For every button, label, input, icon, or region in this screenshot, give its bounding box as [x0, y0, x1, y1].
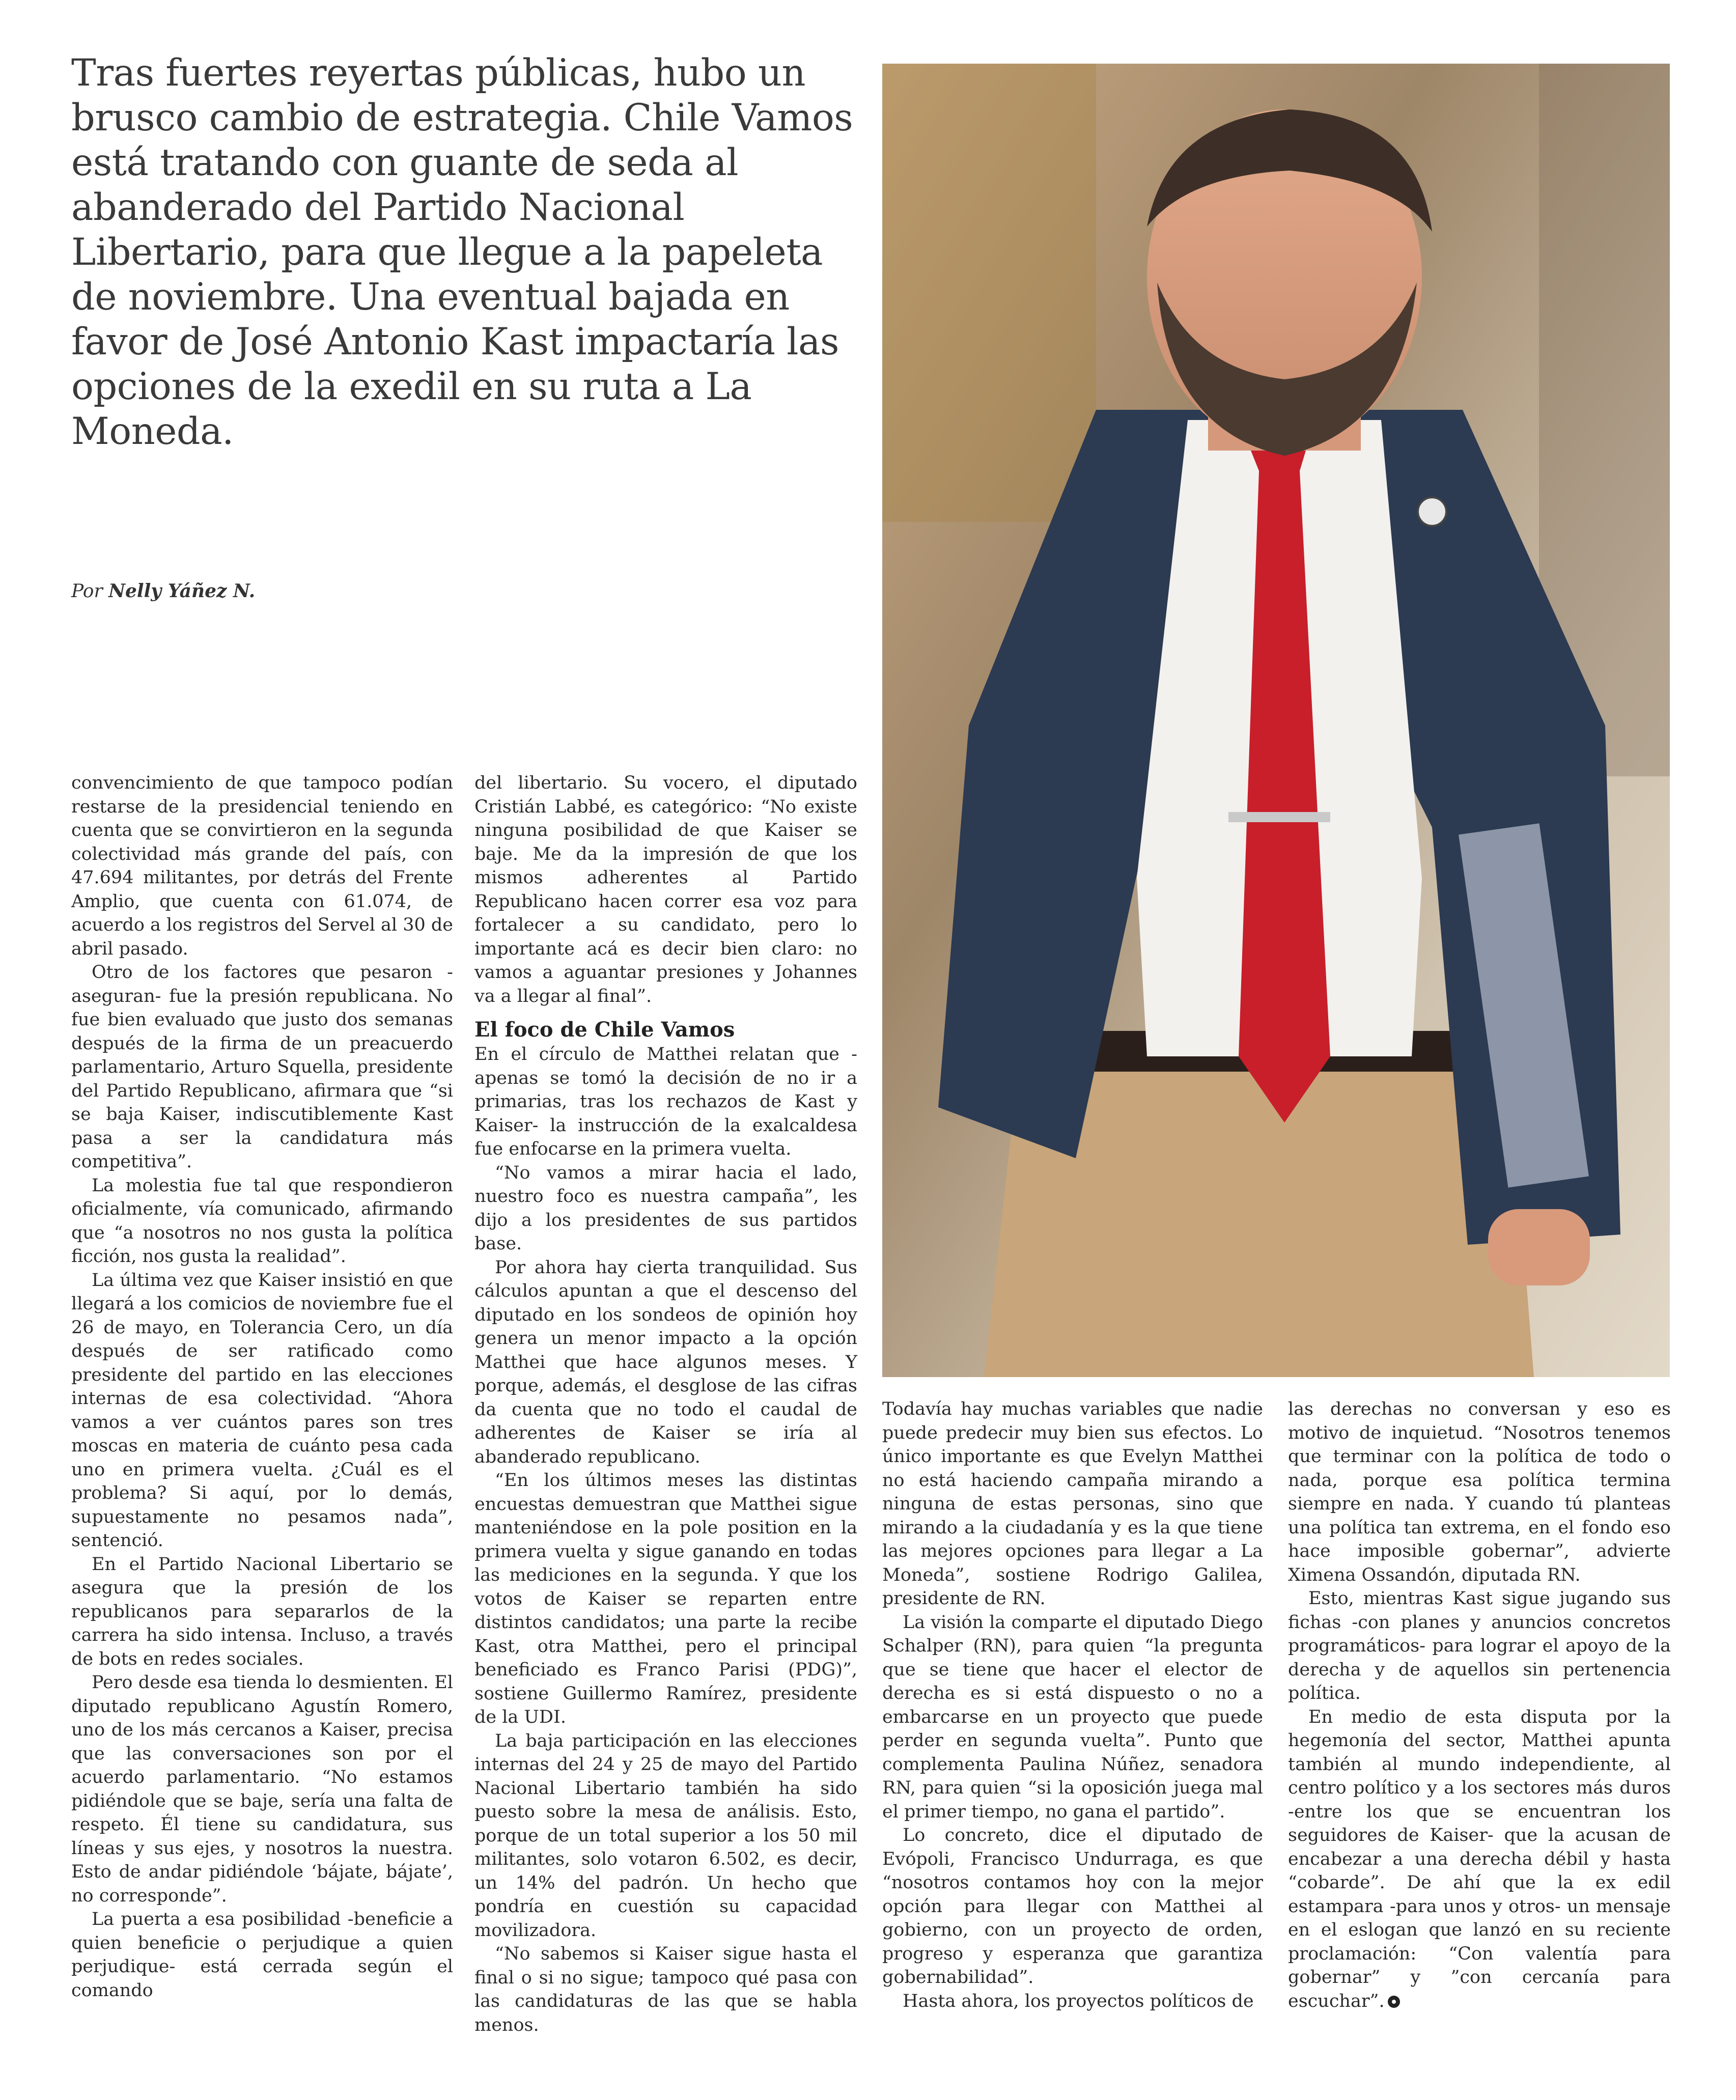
paragraph: La visión la comparte el diputado Diego Schalper (RN), para quien “la pregunta que se tiene que hacer el elector de derecha es si está dispuesto o no a embarcarse en un proyecto que puede perder en segunda vuelta”. Punto que complementa Paulina Núñez, senadora RN, para quien “si la oposición juega mal el primer tiempo, no gana el partido”.	[882, 1612, 1263, 1822]
paragraph: Otro de los factores que pesaron -aseguran- fue la presión republicana. No fue bien evaluado que justo dos semanas después de la firma de un preacuerdo parlamentario, Arturo Squella, presidente del Partido Republicano, afirmara que “si se baja Kaiser, indiscutiblemente Kast pasa a ser la candidatura más competitiva”.	[71, 962, 453, 1172]
paragraph: Todavía hay muchas variables que nadie puede predecir muy bien sus efectos. Lo único importante es que Evelyn Matthei no está haciendo campaña mirando a ninguna de estas personas, sino que mirando a la ciudadanía y es la que tiene las mejores opciones para llegar a La Moneda”, sostiene Rodrigo Galilea, presidente de RN.	[882, 1399, 1263, 1609]
byline	[71, 580, 255, 602]
paragraph: Hasta ahora, los proyectos políticos de	[903, 1991, 1254, 2011]
paragraph: Lo concreto, dice el diputado de Evópoli, Francisco Undurraga, es que “nosotros contamos hoy con la mejor opción para llegar con Matthei al gobierno, con un proyecto de orden, progreso y esperanza que garantiza gobernabilidad”.	[882, 1825, 1263, 1987]
paragraph: “No sabemos si Kaiser sigue hasta el final o si no sigue; tampoco qué pasa con las candidaturas de las que se habla menos.	[474, 1944, 857, 2035]
paragraph	[1288, 1705, 1671, 2013]
paragraph: La molestia fue tal que respondieron oficialmente, vía comunicado, afirmando que “a nosotros no nos gusta la política ficción, nos gusta la realidad”.	[71, 1175, 453, 1267]
paragraph: “No vamos a mirar hacia el lado, nuestro foco es nuestra campaña”, les dijo a los presidentes de sus partidos base.	[474, 1162, 857, 1254]
tie-clip	[1228, 812, 1330, 822]
background-foliage	[882, 64, 1096, 522]
paragraph: Por ahora hay cierta tranquilidad. Sus cálculos apuntan a que el descenso del diputado en los sondeos de opinión hoy genera un menor impacto a la opción Matthei que hace algunos meses. Y porque, además, el desglose de las cifras da cuenta que no todo el caudal de adherentes de Kaiser se iría al abanderado republicano.	[474, 1257, 857, 1467]
paragraph: Pero desde esa tienda lo desmienten. El diputado republicano Agustín Romero, uno de los más cercanos a Kaiser, precisa que las conversaciones son por el acuerdo parlamentario. “No estamos pidiéndole que se baje, sería una falta de respeto. Él tiene su candidatura, sus líneas y sus ejes, y nosotros la nuestra. Esto de andar pidiéndole ‘bájate, bájate’, no corresponde”.	[71, 1672, 453, 1906]
byline-prefix: Por	[71, 581, 103, 602]
byline-author: Nelly Yáñez N.	[108, 580, 256, 602]
column-2	[474, 771, 857, 2037]
column-1	[71, 771, 453, 2002]
article-lede: Tras fuertes reyertas públicas, hubo un brusco cambio de estrategia. Chile Vamos está tratando con guante de seda al abanderado del Partido Nacional Libertario, para que llegue a la papeleta de noviembre. Una eventual bajada en favor de José Antonio Kast impactaría las opciones de la exedil en su ruta a La Moneda.	[71, 51, 853, 453]
column-3	[882, 1397, 1263, 2013]
section-heading: El foco de Chile Vamos	[474, 1018, 735, 1042]
paragraph: convencimiento de que tampoco podían restarse de la presidencial teniendo en cuenta que se convirtieron en la segunda colectividad más grande del país, con 47.694 militantes, por detrás del Frente Amplio, que cuenta con 61.074, de acuerdo a los registros del Servel al 30 de abril pasado.	[71, 773, 453, 959]
paragraph: del libertario. Su vocero, el diputado Cristián Labbé, es categórico: “No existe ninguna posibilidad de que Kaiser se baje. Me da la impresión de que los mismos adherentes al Partido Republicano hacen correr esa voz para fortalecer a su candidato, pero lo importante acá es decir bien claro: no vamos a aguantar presiones y Johannes va a llegar al final”.	[474, 773, 857, 1006]
paragraph: La última vez que Kaiser insistió en que llegará a los comicios de noviembre fue el 26 de mayo, en Tolerancia Cero, un día después de ser ratificado como presidente del partido en las elecciones internas de esa colectividad. “Ahora vamos a ver cuántos pares son tres moscas en materia de cuánto pesa cada uno en primera vuelta. ¿Cuál es el problema? Si aquí, por lo demás, supuestamente no pesamos nada”, sentenció.	[71, 1270, 453, 1551]
column-4	[1288, 1397, 1671, 2013]
paragraph: Esto, mientras Kast sigue jugando sus fichas -con planes y anuncios concretos programáticos- para lograr el apoyo de la derecha y de aquellos sin pertenencia política.	[1288, 1588, 1671, 1703]
paragraph: La baja participación en las elecciones internas del 24 y 25 de mayo del Partido Nacional Libertario también ha sido puesto sobre la mesa de análisis. Esto, porque de un total superior a los 50 mil militantes, solo votaron 6.502, es decir, un 14% del padrón. Un hecho que pondría en cuestión su capacidad movilizadora.	[474, 1730, 857, 1941]
paragraph: En el Partido Nacional Libertario se asegura que la presión de los republicanos para separarlos de la carrera ha sido intensa. Incluso, a través de bots en redes sociales.	[71, 1554, 453, 1669]
paragraph: En el círculo de Matthei relatan que -apenas se tomó la decisión de no ir a primarias, tras los rechazos de Kast y Kaiser- la instrucción de la exalcaldesa fue enfocarse en la primera vuelta.	[474, 1044, 857, 1159]
paragraph-text: En medio de esta disputa por la hegemonía del sector, Matthei apunta también al mundo independiente, al centro político y a los sectores más duros -entre los que se encuentran los seguidores de Kaiser- que la acusan de encabezar a una derecha débil y hasta “cobarde”. De ahí que la ex edil estampara -para unos y otros- un mensaje en el eslogan que lanzó en su reciente proclamación: “Con valentía para gobernar” y ”con cercanía para escuchar”.	[1288, 1706, 1671, 2011]
portrait-photo	[882, 64, 1670, 1377]
end-of-article-icon	[1388, 1996, 1400, 2008]
lapel-pin	[1418, 497, 1446, 526]
paragraph: “En los últimos meses las distintas encuestas demuestran que Matthei sigue manteniéndose en la pole position en la primera vuelta y sigue ganando en todas las mediciones en la segunda. Y que los votos de Kaiser se reparten entre distintos candidatos; una parte la recibe Kast, otra Matthei, pero el principal beneficiado es Franco Parisi (PDG)”, sostiene Guillermo Ramírez, presidente de la UDI.	[474, 1470, 857, 1727]
paragraph: La puerta a esa posibilidad -beneficie a quien beneficie o perjudique a quien perjudique- está cerrada según el comando	[71, 1909, 453, 2001]
paragraph: las derechas no conversan y eso es motivo de inquietud. “Nosotros tenemos que terminar con la política de todo o nada, porque esa política termina siempre en nada. Y cuando tú planteas una política tan extrema, en el fondo eso hace imposible gobernar”, advierte Ximena Ossandón, diputada RN.	[1288, 1399, 1671, 1585]
hand	[1488, 1209, 1590, 1285]
